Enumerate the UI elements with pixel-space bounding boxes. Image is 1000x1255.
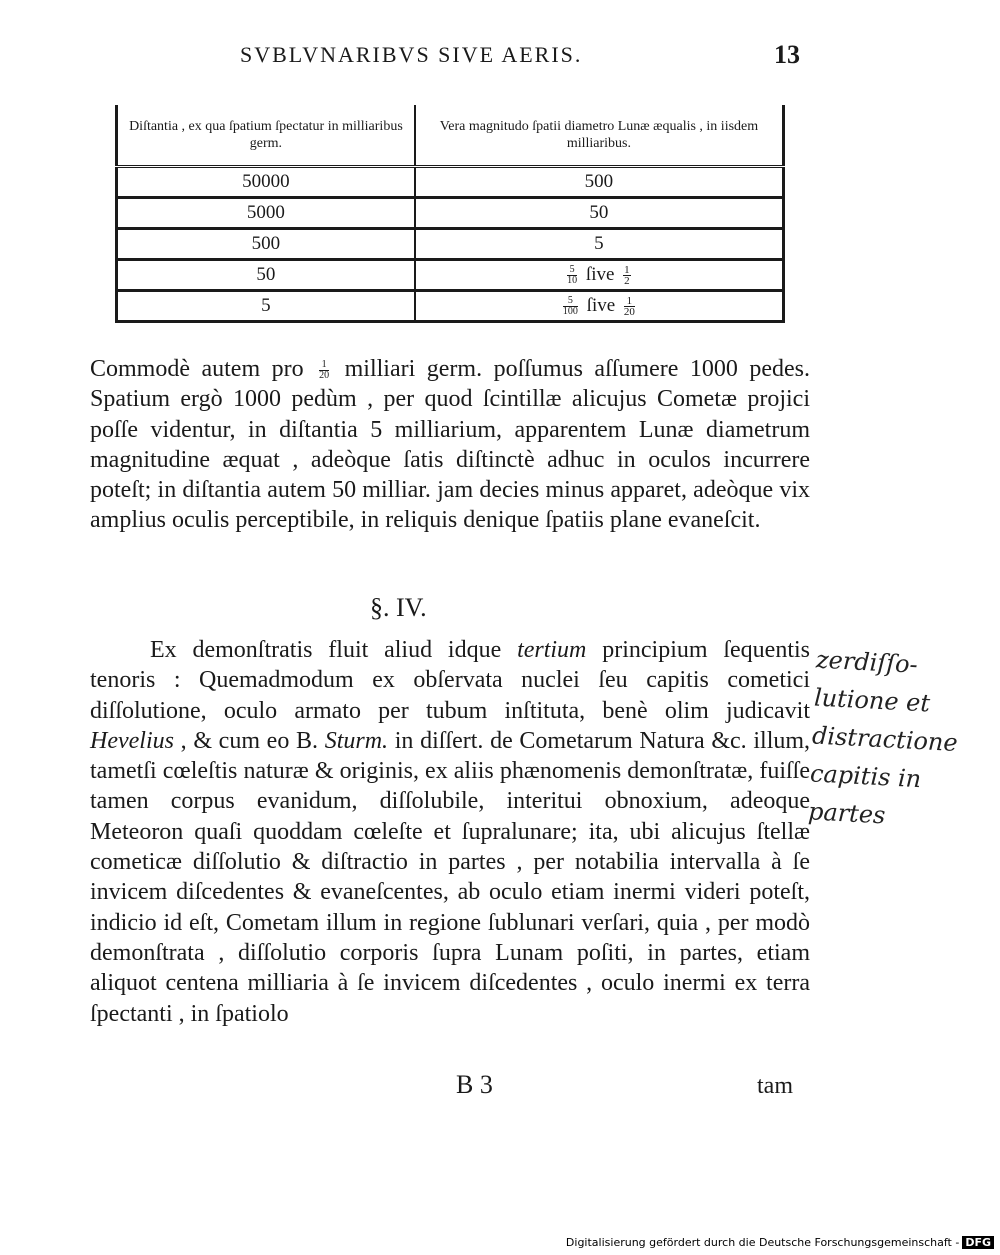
cell-distance: 500 [117,229,415,260]
table-row [117,167,784,198]
cell-size: 5 [415,229,784,260]
fraction: $\frac{5}{100}$ [562,295,578,318]
table-header-row [117,105,784,167]
signature-mark: B 3 [456,1070,493,1099]
section-heading: §. IV. [370,593,427,622]
running-header [240,40,800,80]
fraction: $\frac{1}{20}$ [319,358,330,381]
cell-size [415,260,784,291]
cell-distance: 50 [117,260,415,291]
paragraph-text: Commodè autem pro [90,356,304,382]
cell-distance: 5 [117,291,415,322]
catchword: tam [757,1073,793,1099]
paragraph-section-iv: Ex demonſtratis fluit aliud idque tertium principium ſequentis tenoris : Quemadmodum ex obſervata nuclei ſeu capitis cometici diſſolutione, oculo armato per tubum inſtituta, benè olim judicavit Hevelius , & cum eo B. Sturm. in diſſert. de Cometarum Natura &c. illum, tametſi cœleſtis naturæ & originis, ex aliis phænomenis demonſtratæ, fuiſſe tamen corpus evanidum, diſſolubile, interitui obnoxium, adeoque Meteoron quaſi quoddam cœleſte et ſupralunare; ita, ubi alicujus ſtellæ cometicæ diſſolutio & diſtractio in partes , per notabilia intervalla à ſe invicem diſcedentes & evaneſcentes, ab oculo etiam inermi videri poteſt, indicio id eſt, Cometam illum in regione ſublunari verſari, quia , per modò demonſtrata , diſſolutio corporis ſupra Lunam poſiti, in partes, etiam aliquot centena milliaria à ſe invicem diſcedentes , oculo inermi ex terra ſpectanti , in ſpatiolo [90,637,811,1027]
table-row [117,198,784,229]
page-number: 13 [774,40,800,69]
sive-word: ſive [586,294,616,316]
column-header-size: Vera magnitudo ſpatii diametro Lunæ æqualis , in iisdem milliaribus. [415,105,784,167]
distance-size-table [115,105,785,323]
table-row [117,291,784,322]
digitization-credit: Digitalisierung gefördert durch die Deutsche Forschungsgemeinschaft - DFG [566,1236,994,1249]
fraction: $\frac{1}{20}$ [623,295,635,319]
table-row [117,229,784,260]
paragraph-text: milliari germ. poſſumus aſſumere 1000 pedes. Spatium ergò 1000 pedùm , per quod ſcintillæ alicujus Cometæ projici poſſe videntur, in diſtantia 5 milliarium, apparentem Lunæ diametrum magnitudine æquat , adeòque ſatis diſtinctè adhuc in oculos incurrere poteſt; in diſtantia autem 50 milliar. jam decies minus apparet, adeòque vix amplius oculis perceptibile, in reliquis denique ſpatiis plane evaneſcit. [90,356,811,534]
cell-distance: 5000 [117,198,415,229]
cell-size: 50 [415,198,784,229]
sive-word: ſive [585,263,615,285]
paragraph-commode [90,354,810,536]
dfg-logo: DFG [962,1236,994,1249]
fraction: $\frac{1}{2}$ [624,264,630,288]
handwritten-margin-note: zerdiſſo- lutione et distractione capitis in partes [807,645,959,830]
cell-distance: 50000 [117,167,415,198]
cell-size: 500 [415,167,784,198]
running-title: SVBLVNARIBVS SIVE AERIS. [240,42,583,67]
author-name: Sturm. [324,727,389,754]
column-header-distance: Diſtantia , ex qua ſpatium ſpectatur in milliaribus germ. [117,105,415,167]
fraction: $\frac{5}{10}$ [567,264,578,287]
cell-size [415,291,784,322]
table-row [117,260,784,291]
emphasis-text: tertium [517,637,587,663]
author-name: Hevelius [90,727,174,754]
